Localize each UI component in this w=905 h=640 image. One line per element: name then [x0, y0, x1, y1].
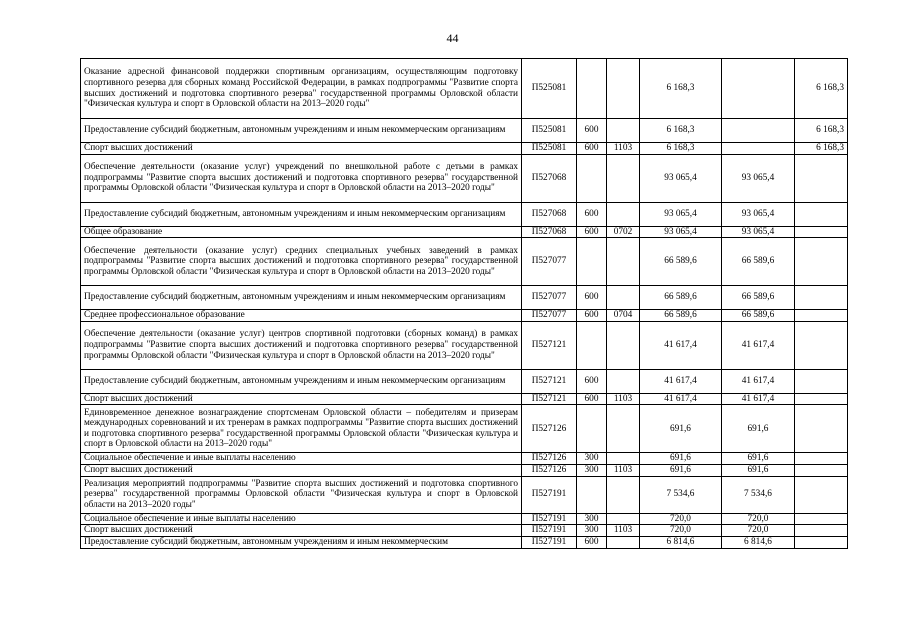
row-target-code: П527191	[522, 525, 577, 537]
row-section: 0702	[607, 226, 640, 238]
row-amount-total: 691,6	[640, 453, 722, 465]
row-expense-type	[577, 154, 607, 202]
row-section	[607, 154, 640, 202]
row-amount-total: 93 065,4	[640, 154, 722, 202]
row-target-code: П527191	[522, 536, 577, 548]
row-section	[607, 59, 640, 119]
row-expense-type: 600	[577, 393, 607, 405]
row-target-code: П527068	[522, 154, 577, 202]
row-amount-3: 6 168,3	[795, 119, 848, 143]
row-amount-2: 41 617,4	[722, 393, 795, 405]
row-amount-3	[795, 238, 848, 286]
row-amount-3	[795, 369, 848, 393]
row-amount-total: 691,6	[640, 405, 722, 453]
row-description: Единовременное денежное вознаграждение спортсменам Орловской области – победителям и призерам международных соревнований и их тренерам в рамках подпрограммы "Развитие спорта высших достижений и подготовка спортивного резерва" государственной программы Орловской области "Физическая культура и спорт в Орловской области на 2013–2020 годы"	[81, 405, 522, 453]
row-amount-total: 691,6	[640, 464, 722, 476]
row-amount-2: 93 065,4	[722, 154, 795, 202]
row-description: Предоставление субсидий бюджетным, автономным учреждениям и иным некоммерческим	[81, 536, 522, 548]
row-amount-total: 41 617,4	[640, 393, 722, 405]
row-amount-3: 6 168,3	[795, 143, 848, 155]
row-target-code: П527126	[522, 405, 577, 453]
row-amount-2: 691,6	[722, 405, 795, 453]
row-amount-2: 691,6	[722, 464, 795, 476]
row-amount-2: 720,0	[722, 525, 795, 537]
row-description: Среднее профессиональное образование	[81, 310, 522, 322]
row-amount-3	[795, 321, 848, 369]
row-target-code: П525081	[522, 119, 577, 143]
row-amount-total: 6 168,3	[640, 59, 722, 119]
row-amount-2: 66 589,6	[722, 310, 795, 322]
row-expense-type: 600	[577, 202, 607, 226]
row-amount-total: 6 168,3	[640, 143, 722, 155]
table-row	[81, 238, 848, 286]
row-expense-type	[577, 405, 607, 453]
table-row	[81, 310, 848, 322]
row-target-code: П527126	[522, 464, 577, 476]
table-row	[81, 143, 848, 155]
table-row	[81, 321, 848, 369]
row-description: Оказание адресной финансовой поддержки спортивным организациям, осуществляющим подготовку спортивного резерва для сборных команд Российской Федерации, в рамках подпрограммы "Развитие спорта высших достижений и подготовка спортивного резерва" государственной программы Орловской области "Физическая культура и спорт в Орловской области на 2013–2020 годы"	[81, 59, 522, 119]
table-row	[81, 286, 848, 310]
row-section: 1103	[607, 464, 640, 476]
row-section	[607, 119, 640, 143]
row-expense-type: 300	[577, 525, 607, 537]
budget-table	[80, 58, 848, 549]
row-description: Социальное обеспечение и иные выплаты населению	[81, 513, 522, 525]
row-amount-2: 6 814,6	[722, 536, 795, 548]
row-section	[607, 369, 640, 393]
row-amount-total: 93 065,4	[640, 202, 722, 226]
row-amount-3	[795, 525, 848, 537]
row-amount-total: 6 168,3	[640, 119, 722, 143]
row-target-code: П527191	[522, 476, 577, 513]
row-expense-type: 600	[577, 143, 607, 155]
row-target-code: П527077	[522, 310, 577, 322]
row-target-code: П527121	[522, 393, 577, 405]
row-section: 1103	[607, 525, 640, 537]
table-row	[81, 154, 848, 202]
row-amount-total: 93 065,4	[640, 226, 722, 238]
row-amount-2	[722, 119, 795, 143]
row-description: Предоставление субсидий бюджетным, автономным учреждениям и иным некоммерческим организациям	[81, 119, 522, 143]
row-amount-2: 41 617,4	[722, 369, 795, 393]
row-amount-total: 720,0	[640, 513, 722, 525]
row-expense-type: 300	[577, 453, 607, 465]
row-amount-2: 66 589,6	[722, 286, 795, 310]
row-amount-total: 66 589,6	[640, 310, 722, 322]
table-row	[81, 536, 848, 548]
row-target-code: П527068	[522, 226, 577, 238]
row-target-code: П527121	[522, 321, 577, 369]
row-target-code: П527068	[522, 202, 577, 226]
table-row	[81, 464, 848, 476]
row-description: Обеспечение деятельности (оказание услуг) средних специальных учебных заведений в рамках подпрограммы "Развитие спорта высших достижений и подготовка спортивного резерва" государственной программы Орловской области "Физическая культура и спорт в Орловской области на 2013–2020 годы"	[81, 238, 522, 286]
row-target-code: П527077	[522, 238, 577, 286]
row-amount-total: 66 589,6	[640, 238, 722, 286]
row-target-code: П527126	[522, 453, 577, 465]
row-amount-2	[722, 59, 795, 119]
table-body	[81, 59, 848, 549]
row-target-code: П527077	[522, 286, 577, 310]
row-section	[607, 405, 640, 453]
row-amount-3	[795, 464, 848, 476]
row-amount-3	[795, 154, 848, 202]
row-amount-2: 41 617,4	[722, 321, 795, 369]
row-description: Спорт высших достижений	[81, 143, 522, 155]
row-amount-2: 7 534,6	[722, 476, 795, 513]
row-amount-3	[795, 393, 848, 405]
row-amount-3	[795, 513, 848, 525]
row-amount-2: 93 065,4	[722, 202, 795, 226]
row-amount-3	[795, 453, 848, 465]
row-amount-3	[795, 310, 848, 322]
row-section: 1103	[607, 143, 640, 155]
row-section: 1103	[607, 393, 640, 405]
row-section	[607, 536, 640, 548]
row-expense-type: 600	[577, 286, 607, 310]
row-amount-2: 93 065,4	[722, 226, 795, 238]
row-description: Социальное обеспечение и иные выплаты населению	[81, 453, 522, 465]
table-row	[81, 513, 848, 525]
row-description: Обеспечение деятельности (оказание услуг) центров спортивной подготовки (сборных команд) в рамках подпрограммы "Развитие спорта высших достижений и подготовка спортивного резерва" государственной программы Орловской области "Физическая культура и спорт в Орловской области на 2013–2020 годы"	[81, 321, 522, 369]
table-row	[81, 525, 848, 537]
row-target-code: П525081	[522, 143, 577, 155]
row-amount-3	[795, 536, 848, 548]
row-expense-type	[577, 321, 607, 369]
row-description: Обеспечение деятельности (оказание услуг) учреждений по внешкольной работе с детьми в рамках подпрограммы "Развитие спорта высших достижений и подготовка спортивного резерва" государственной программы Орловской области "Физическая культура и спорт в Орловской области на 2013–2020 годы"	[81, 154, 522, 202]
row-description: Спорт высших достижений	[81, 393, 522, 405]
row-amount-total: 66 589,6	[640, 286, 722, 310]
page-number: 44	[446, 31, 459, 45]
row-expense-type	[577, 59, 607, 119]
row-description: Спорт высших достижений	[81, 525, 522, 537]
table-row	[81, 59, 848, 119]
row-amount-3	[795, 405, 848, 453]
row-target-code: П527121	[522, 369, 577, 393]
table-row	[81, 226, 848, 238]
row-expense-type	[577, 476, 607, 513]
row-amount-total: 41 617,4	[640, 321, 722, 369]
table-row	[81, 369, 848, 393]
row-expense-type: 600	[577, 119, 607, 143]
row-amount-2: 66 589,6	[722, 238, 795, 286]
row-amount-total: 7 534,6	[640, 476, 722, 513]
row-expense-type: 600	[577, 536, 607, 548]
row-amount-2: 691,6	[722, 453, 795, 465]
table-row	[81, 405, 848, 453]
row-amount-2: 720,0	[722, 513, 795, 525]
row-description: Реализация мероприятий подпрограммы "Развитие спорта высших достижений и подготовка спортивного резерва" государственной программы Орловской области "Физическая культура и спорт в Орловской области на 2013–2020 годы"	[81, 476, 522, 513]
table-row	[81, 119, 848, 143]
row-section	[607, 453, 640, 465]
row-amount-3	[795, 476, 848, 513]
row-expense-type: 600	[577, 369, 607, 393]
row-expense-type: 600	[577, 226, 607, 238]
row-amount-total: 6 814,6	[640, 536, 722, 548]
row-target-code: П527191	[522, 513, 577, 525]
row-amount-3: 6 168,3	[795, 59, 848, 119]
row-expense-type: 300	[577, 513, 607, 525]
row-expense-type	[577, 238, 607, 286]
row-description: Предоставление субсидий бюджетным, автономным учреждениям и иным некоммерческим организациям	[81, 202, 522, 226]
row-description: Предоставление субсидий бюджетным, автономным учреждениям и иным некоммерческим организациям	[81, 369, 522, 393]
table-row	[81, 202, 848, 226]
row-section	[607, 476, 640, 513]
row-amount-total: 41 617,4	[640, 369, 722, 393]
row-amount-2	[722, 143, 795, 155]
row-section	[607, 202, 640, 226]
row-section	[607, 286, 640, 310]
row-amount-3	[795, 226, 848, 238]
row-amount-3	[795, 286, 848, 310]
row-section	[607, 513, 640, 525]
row-section: 0704	[607, 310, 640, 322]
row-amount-total: 720,0	[640, 525, 722, 537]
table-row	[81, 393, 848, 405]
row-section	[607, 321, 640, 369]
table-row	[81, 453, 848, 465]
row-description: Общее образование	[81, 226, 522, 238]
row-expense-type: 300	[577, 464, 607, 476]
row-description: Предоставление субсидий бюджетным, автономным учреждениям и иным некоммерческим организациям	[81, 286, 522, 310]
row-description: Спорт высших достижений	[81, 464, 522, 476]
table-row	[81, 476, 848, 513]
row-target-code: П525081	[522, 59, 577, 119]
row-expense-type: 600	[577, 310, 607, 322]
row-amount-3	[795, 202, 848, 226]
row-section	[607, 238, 640, 286]
